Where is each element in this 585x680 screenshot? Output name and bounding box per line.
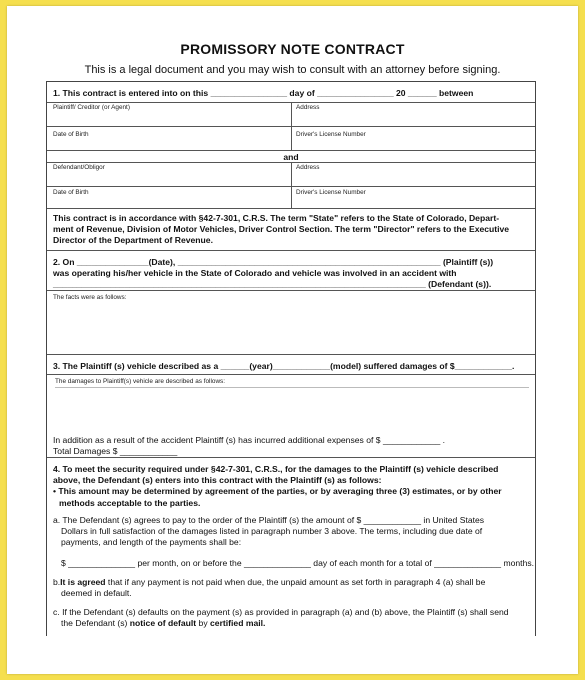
section4-line-1: 4. To meet the security required under §42-7-301, C.R.S., for the damages to the Plaintiff (s) vehicle described xyxy=(53,464,499,474)
section4a-line-3: payments, and length of the payments shall be: xyxy=(61,537,242,548)
plaintiff-license-label: Driver's License Number xyxy=(296,131,366,138)
damages-line xyxy=(55,387,529,388)
defendant-dob-label: Date of Birth xyxy=(53,189,89,196)
section4b-bold: It is agreed xyxy=(60,577,106,587)
section4c-certified: certified mail. xyxy=(210,618,266,629)
section4c-notice: notice of default xyxy=(129,618,197,629)
section4c-mid: by xyxy=(196,618,211,629)
section4-bullet-2: methods acceptable to the parties. xyxy=(59,497,201,508)
section1-intro-row xyxy=(47,82,535,102)
section4b-line-1: that if any payment is not paid when due, the unpaid amount as set forth in paragraph 4 (a) shall be xyxy=(105,577,486,587)
section4b-line-2: deemed in default. xyxy=(61,588,132,599)
section4-row xyxy=(47,457,535,637)
plaintiff-label: Plaintiff/ Creditor (or Agent) xyxy=(53,104,130,111)
document-title: PROMISSORY NOTE CONTRACT xyxy=(180,41,405,57)
defendant-license-label: Driver's License Number xyxy=(296,189,366,196)
plaintiff-address-label: Address xyxy=(296,104,320,111)
section2-row xyxy=(47,250,535,290)
section2-paragraph xyxy=(53,257,527,291)
section2-line-1: 2. On _______________(Date), _______________________________________________________ (Plaintiff (s)) xyxy=(53,257,494,267)
section4c-line-1: c. If the Defendant (s) defaults on the payment (s) as provided in paragraph (a) and (b) above, the Plaintiff (s) shall send xyxy=(53,607,509,617)
additional-expenses: In addition as a result of the accident Plaintiff (s) has incurred additional expenses of $ ____________ . xyxy=(53,435,446,445)
section4a-paragraph xyxy=(53,515,527,549)
section2-line-3: ______________________________________________________________________________ (Defendant (s)). xyxy=(53,279,492,290)
accordance-paragraph xyxy=(53,213,527,247)
section4a-line-2: Dollars in full satisfaction of the damages listed in paragraph number 3 above. The terms, including due date of xyxy=(61,526,483,537)
section1-intro: 1. This contract is entered into on this ________________ day of ________________ 20 ______ between xyxy=(53,88,474,98)
facts-label: The facts were as follows: xyxy=(53,294,127,301)
section4a-payment-line: $ ______________ per month, on or before the ______________ day of each month for a total of ______________ months. xyxy=(61,558,535,568)
total-damages: Total Damages $ ____________ xyxy=(53,446,178,456)
plaintiff-dob-row[interactable] xyxy=(47,126,535,150)
plaintiff-row[interactable] xyxy=(47,102,535,126)
section3-line-1: 3. The Plaintiff (s) vehicle described as a ______(year)____________(model) suffered damages of $____________. xyxy=(53,361,515,371)
accordance-row xyxy=(47,208,535,250)
section4-line-2: above, the Defendant (s) enters into this contract with the Plaintiff (s) as follows: xyxy=(53,475,382,486)
section4b-prefix: b. xyxy=(53,577,61,587)
contract-form xyxy=(46,81,536,636)
accordance-line-3: Director of the Department of Revenue. xyxy=(53,235,213,246)
section2-line-2: was operating his/her vehicle in the State of Colorado and vehicle was involved in an accident with xyxy=(53,268,457,279)
and-label: and xyxy=(283,152,299,162)
defendant-address-label: Address xyxy=(296,164,320,171)
section4-bullet-1: • This amount may be determined by agreement of the parties, or by averaging three (3) estimates, or by other xyxy=(53,486,502,497)
accordance-line-2: ment of Revenue, Division of Motor Vehicles, Driver Control Section. The term "Director" refers to the Executive xyxy=(53,224,510,235)
section4a-line-1: a. The Defendant (s) agrees to pay to the order of the Plaintiff (s) the amount of $ ____________ in United States xyxy=(53,515,485,525)
document-subtitle: This is a legal document and you may wish to consult with an attorney before signing. xyxy=(84,64,501,76)
facts-row[interactable] xyxy=(47,290,535,354)
defendant-dob-row[interactable] xyxy=(47,186,535,208)
section4c-line-2-pre: the Defendant (s) xyxy=(61,618,130,629)
damages-row[interactable] xyxy=(47,374,535,457)
section4c-paragraph xyxy=(53,607,527,629)
section4b-paragraph xyxy=(53,577,527,599)
defendant-row[interactable] xyxy=(47,162,535,186)
accordance-line-1: This contract is in accordance with §42-7-301, C.R.S. The term "State" refers to the State of Colorado, Depart- xyxy=(53,213,500,223)
document-page xyxy=(7,6,578,674)
damages-label: The damages to Plaintiff(s) vehicle are described as follows: xyxy=(55,378,226,385)
and-row xyxy=(47,150,535,162)
defendant-label: Defendant/Obligor xyxy=(53,164,105,171)
plaintiff-dob-label: Date of Birth xyxy=(53,131,89,138)
section3-row xyxy=(47,354,535,374)
section4-paragraph xyxy=(53,464,527,509)
